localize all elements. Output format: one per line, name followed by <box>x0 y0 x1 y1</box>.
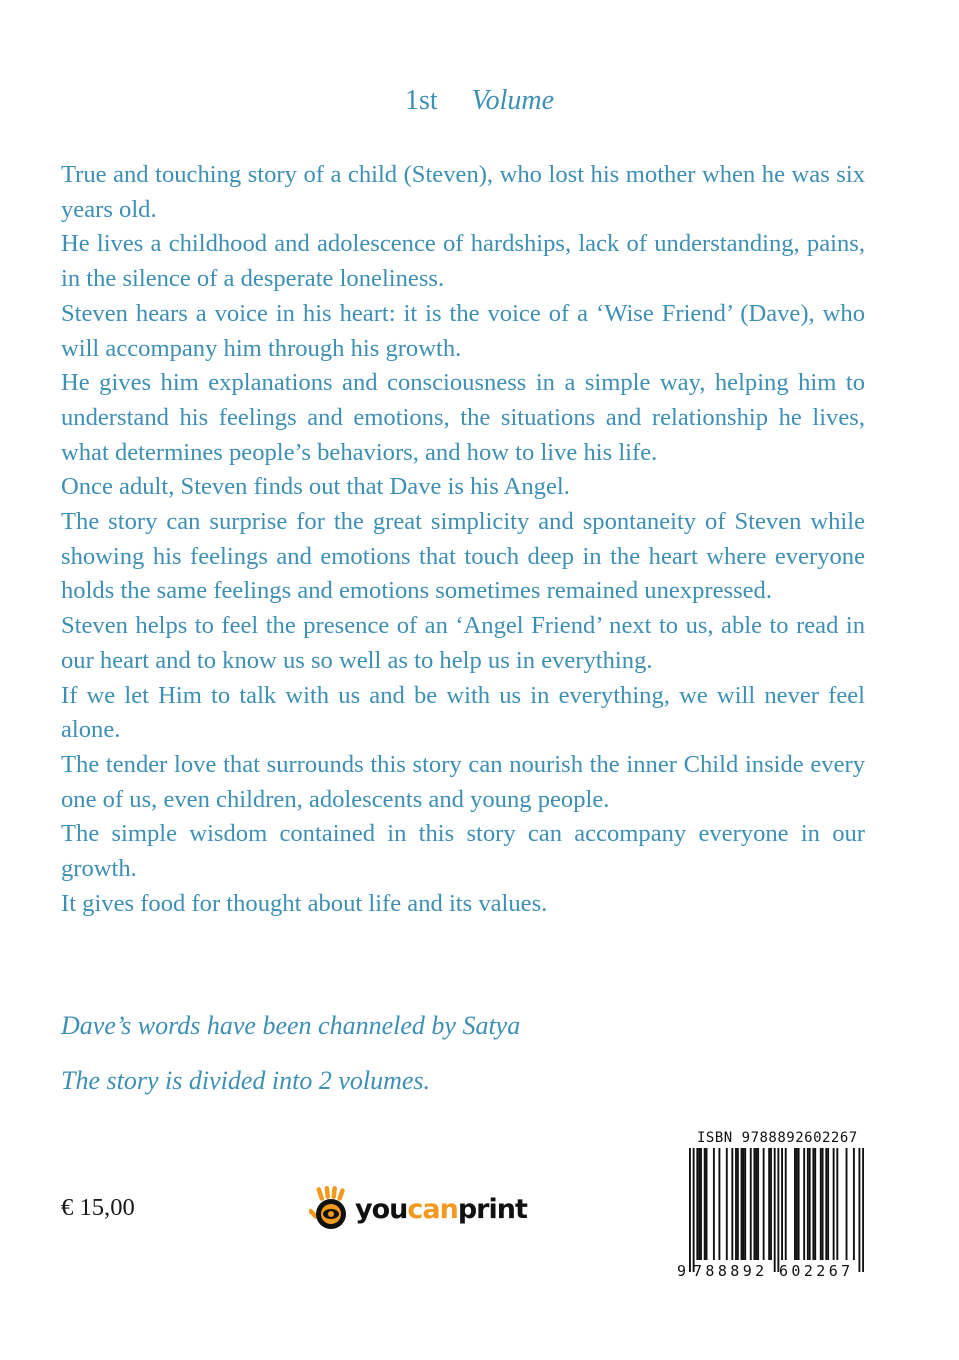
barcode-bar <box>753 1148 755 1260</box>
barcode-bar <box>794 1148 796 1260</box>
publisher-logo <box>309 1183 527 1235</box>
barcode-bar <box>798 1148 800 1260</box>
barcode-bar <box>833 1148 835 1260</box>
barcode-bar <box>862 1148 864 1272</box>
blurb-paragraph: The simple wisdom contained in this story can accompany everyone in our growth. <box>61 820 865 883</box>
channeled-note: Dave’s words have been channeled by Satya <box>61 1011 521 1040</box>
blurb-text <box>61 158 865 921</box>
blurb-paragraph: The tender love that surrounds this story can nourish the inner Child inside every one of us, even children, adolescents and young people. <box>61 750 865 813</box>
barcode-bar <box>689 1148 691 1272</box>
barcode-bar <box>846 1148 848 1260</box>
barcode-bar <box>755 1148 757 1260</box>
barcode-bar <box>757 1148 759 1260</box>
blurb-paragraph: He gives him explanations and consciousness in a simple way, helping him to understand his feelings and emotions, the situations and relationship he lives, what determines people’s behaviors, and how to live his life. <box>61 369 865 466</box>
barcode-digits-right: 602267 <box>779 1262 854 1280</box>
barcode-bar <box>735 1148 737 1260</box>
barcode-bar <box>718 1148 720 1260</box>
barcode-bar <box>742 1148 744 1260</box>
isbn-label: ISBN 9788892602267 <box>697 1130 858 1146</box>
blurb-paragraph: It gives food for thought about life and its values. <box>61 889 548 917</box>
barcode-bar <box>744 1148 746 1260</box>
blurb-paragraph: If we let Him to talk with us and be with us in everything, we will never feel alone. <box>61 681 865 744</box>
blurb-paragraph: The story can surprise for the great simplicity and spontaneity of Steven while showing his feelings and emotions that touch deep in the heart where everyone holds the same feelings and emotions sometimes remained unexpressed. <box>61 508 865 605</box>
barcode-bar <box>814 1148 816 1260</box>
barcode-bar <box>696 1148 698 1260</box>
barcode-bar <box>822 1148 824 1260</box>
barcode-bar <box>836 1148 838 1260</box>
barcode-bar <box>809 1148 811 1260</box>
barcode-bar <box>713 1148 715 1260</box>
barcode-bar <box>777 1148 779 1272</box>
barcode-bar <box>704 1148 706 1260</box>
barcode-bar <box>820 1148 822 1260</box>
barcode-bar <box>763 1148 765 1260</box>
barcode-bars <box>689 1148 864 1272</box>
barcode-bar <box>700 1148 702 1260</box>
blurb-paragraph: Once adult, Steven finds out that Dave is his Angel. <box>61 473 570 501</box>
barcode-bar <box>807 1148 809 1260</box>
barcode-digit-first: 9 <box>677 1262 687 1280</box>
barcode-bar <box>858 1148 860 1272</box>
barcode-bar <box>693 1148 695 1272</box>
volume-word: Volume <box>471 85 555 116</box>
barcode-bar <box>706 1148 708 1260</box>
barcode-bar <box>731 1148 733 1260</box>
barcode-bar <box>741 1148 743 1260</box>
barcode-bar <box>827 1148 829 1260</box>
barcode-bar <box>796 1148 798 1260</box>
barcode-bar <box>770 1148 772 1260</box>
barcode-bar <box>853 1148 855 1260</box>
blurb-paragraph: Steven helps to feel the presence of an ‘Angel Friend’ next to us, able to read in our heart and to know us so well as to help us in everything. <box>61 612 865 674</box>
barcode-bar <box>774 1148 776 1272</box>
volume-number: 1st <box>404 85 438 116</box>
isbn-barcode <box>677 1128 864 1288</box>
blurb-paragraph: Steven hears a voice in his heart: it is the voice of a ‘Wise Friend’ (Dave), who will accompany him through his growth. <box>61 299 865 362</box>
blurb-paragraph: He lives a childhood and adolescence of hardships, lack of understanding, pains, in the silence of a desperate loneliness. <box>61 230 865 293</box>
barcode-digits-left: 788892 <box>693 1262 768 1280</box>
volume-title <box>0 84 959 118</box>
publisher-name: youcanprint <box>355 1193 527 1225</box>
barcode-bar <box>803 1148 805 1260</box>
hand-eye-logo-icon <box>309 1186 353 1232</box>
barcode-bar <box>750 1148 752 1260</box>
barcode-bar <box>726 1148 728 1260</box>
price-label: € 15,00 <box>61 1194 135 1221</box>
barcode-bar <box>737 1148 739 1260</box>
barcode-bar <box>768 1148 770 1260</box>
barcode-bar <box>698 1148 700 1260</box>
volumes-note: The story is divided into 2 volumes. <box>61 1066 431 1095</box>
barcode-bar <box>781 1148 783 1260</box>
barcode-bar <box>812 1148 814 1260</box>
barcode-bar <box>825 1148 827 1260</box>
barcode-bar <box>785 1148 787 1260</box>
blurb-paragraph: True and touching story of a child (Steven), who lost his mother when he was six years old. <box>61 161 865 223</box>
